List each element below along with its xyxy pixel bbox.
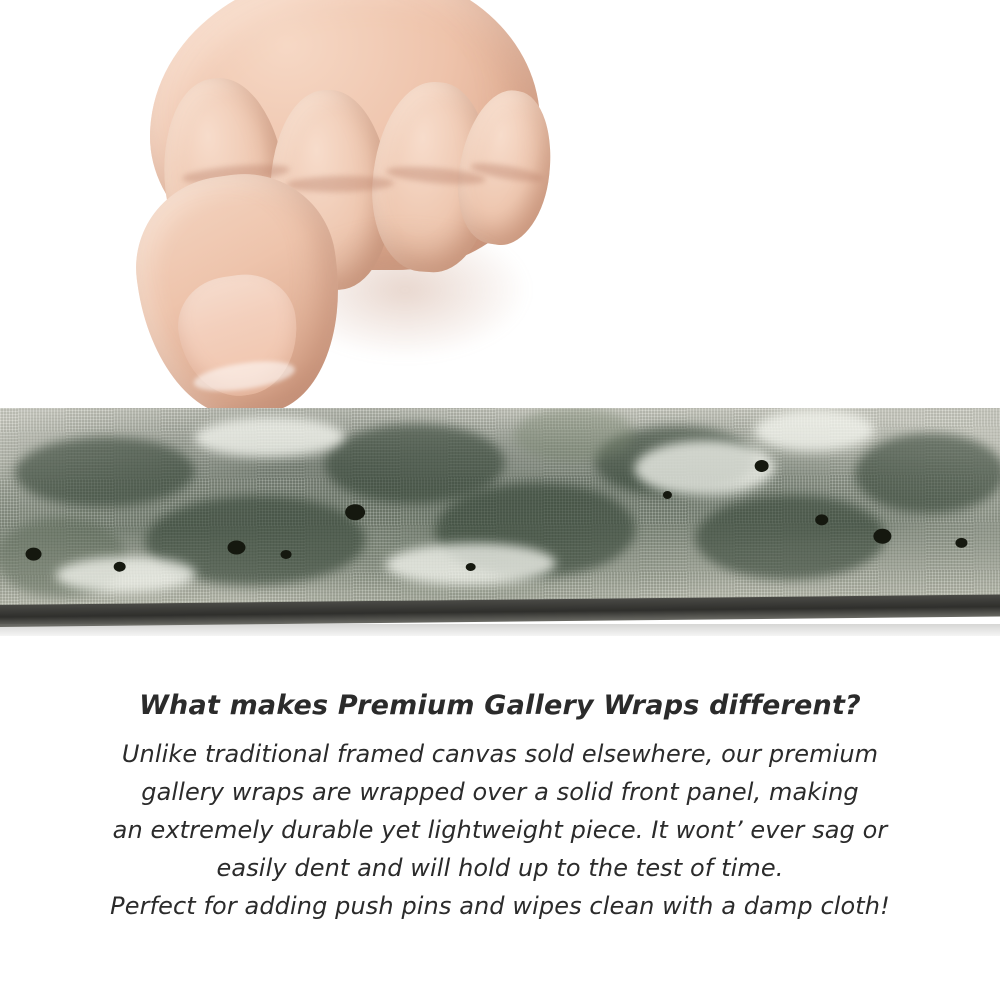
canvas-drop-shadow <box>0 624 1000 636</box>
caption-line-5: Perfect for adding push pins and wipes clean with a damp cloth! <box>110 892 890 920</box>
paint-speck <box>345 504 365 520</box>
paint-speck <box>25 548 41 561</box>
canvas-wrap-edge <box>0 408 1000 636</box>
caption-line-2: gallery wraps are wrapped over a solid front panel, making <box>141 778 859 806</box>
paint-speck <box>955 538 967 548</box>
paint-speck <box>281 550 292 559</box>
hand-photo-area <box>0 0 1000 410</box>
paint-speck <box>114 562 126 572</box>
caption-line-4: easily dent and will hold up to the test of time. <box>216 854 784 882</box>
paint-speck <box>873 529 891 544</box>
caption-line-3: an extremely durable yet lightweight piece. It wont’ ever sag or <box>112 816 888 844</box>
caption-block <box>0 690 1000 925</box>
paint-speck <box>815 514 828 525</box>
hand-illustration <box>130 0 550 410</box>
caption-line-1: Unlike traditional framed canvas sold elsewhere, our premium <box>121 740 879 768</box>
paint-speck <box>227 540 245 554</box>
paint-splotch <box>854 432 1000 514</box>
caption-title: What makes Premium Gallery Wraps different? <box>139 690 861 721</box>
canvas-printed-surface <box>0 408 1000 613</box>
paint-speck <box>466 563 476 571</box>
paint-speck <box>663 491 672 499</box>
thumbnail <box>172 268 306 403</box>
paint-speck <box>755 460 769 472</box>
